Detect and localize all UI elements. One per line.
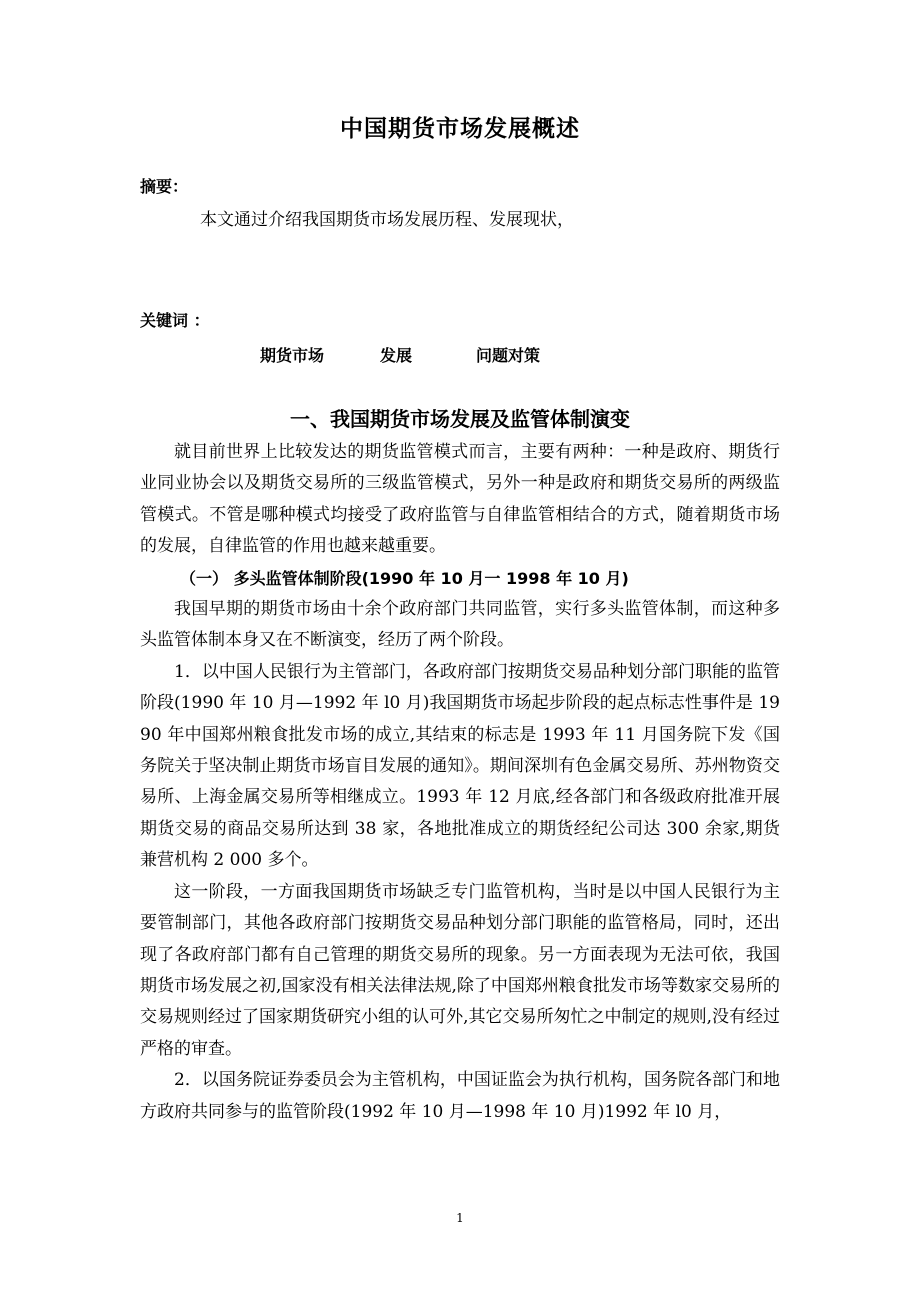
document-title: 中国期货市场发展概述 — [340, 116, 580, 142]
paragraph-stage-one-analysis: 这一阶段，一方面我国期货市场缺乏专门监管机构，当时是以中国人民银行为主要管制部门，其他各政府部门按期货交易品种划分部门职能的监管格局，同时，还出现了各政府部门都有自己管理的期货交易所的现象。另一方面表现为无法可依，我国期货市场发展之初,国家没有相关法律法规,除了中国郑州粮食批发市场等数家交易所的交易规则经过了国家期货研究小组的认可外,其它交易所匆忙之中制定的规则,没有经过严格的审查。 — [140, 881, 780, 1059]
paragraph-stage-one: 1．以中国人民银行为主管部门，各政府部门按期货交易品种划分部门职能的监管阶段(1990 年 10 月—1992 年 l0 月)我国期货市场起步阶段的起点标志性事件是 1990 年中国郑州粮食批发市场的成立,其结束的标志是 1993 年 11 月国务院下发《国务院关于坚决制止期货市场盲目发展的通知》。期间深圳有色金属交易所、苏州物资交易所、上海金属交易所等相继成立。1993 年 12 月底,经各部门和各级政府批准开展期货交易的商品交易所达到 38 家，各地批准成立的期货经纪公司达 300 余家,期货兼营机构 2 000 多个。 — [140, 661, 780, 871]
page-number: 1 — [456, 1211, 464, 1225]
document-body — [140, 437, 780, 1128]
paragraph-early-market: 我国早期的期货市场由十余个政府部门共同监管，实行多头监管体制，而这种多头监管体制本身又在不断演变，经历了两个阶段。 — [140, 599, 780, 651]
abstract-text: 本文通过介绍我国期货市场发展历程、发展现状， — [200, 210, 574, 230]
paragraph-stage-two: 2．以国务院证券委员会为主管机构，中国证监会为执行机构，国务院各部门和地方政府共同参与的监管阶段(1992 年 10 月—1998 年 10 月)1992 年 l0 月， — [140, 1070, 780, 1122]
section-heading: 一、我国期货市场发展及监管体制演变 — [290, 407, 630, 431]
paragraph-supervision-models: 就目前世界上比较发达的期货监管模式而言，主要有两种：一种是政府、期货行业同业协会以及期货交易所的三级监管模式，另外一种是政府和期货交易所的两级监管模式。不管是哪种模式均接受了政府监管与自律监管相结合的方式，随着期货市场的发展，自律监管的作用也越来越重要。 — [140, 442, 780, 557]
keyword: 发展 — [380, 346, 413, 365]
subsection-heading: （一） 多头监管体制阶段(1990 年 10 月一 1998 年 10 月) — [180, 568, 629, 588]
keyword: 期货市场 — [260, 346, 325, 365]
keyword: 问题对策 — [476, 346, 541, 365]
keywords-list — [260, 343, 540, 366]
keywords-label: 关键词 ： — [140, 311, 210, 330]
abstract-label: 摘要： — [140, 177, 189, 196]
